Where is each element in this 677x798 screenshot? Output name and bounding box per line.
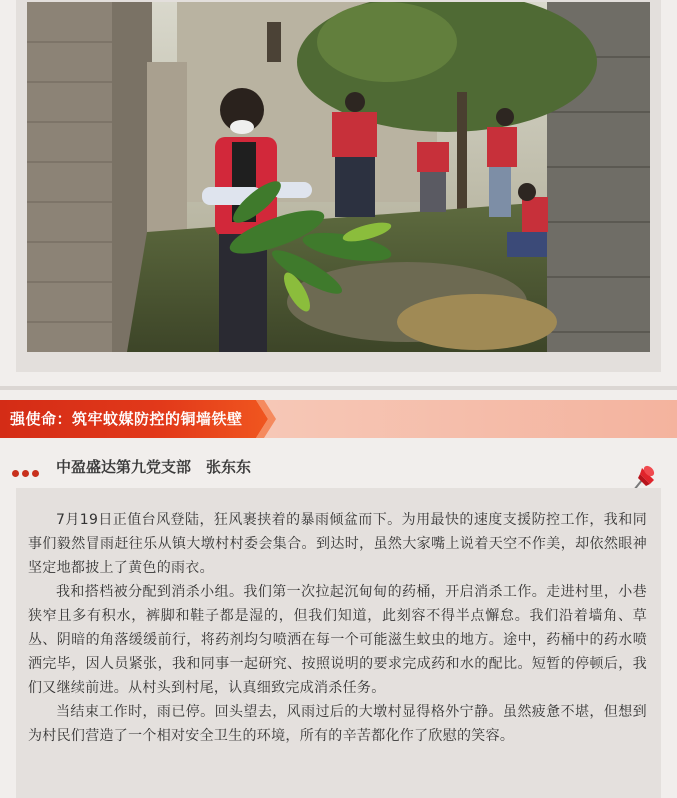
article-body (16, 508, 661, 748)
author-row (0, 452, 677, 482)
author-line: 中盈盛达第九党支部 张东东 (56, 458, 252, 476)
photo-card (16, 0, 661, 372)
section-divider (0, 386, 677, 390)
volunteers-photo (27, 2, 650, 352)
paragraph-3: 当结束工作时，雨已停。回头望去，风雨过后的大墩村显得格外宁静。虽然疲惫不堪，但想到为村民们营造了一个相对安全卫生的环境，所有的辛苦都化作了欣慰的笑容。 (28, 704, 647, 744)
section-banner (0, 400, 677, 438)
three-red-dots-icon (12, 462, 42, 472)
article-card (16, 488, 661, 798)
paragraph-2: 我和搭档被分配到消杀小组。我们第一次拉起沉甸甸的药桶，开启消杀工作。走进村里，小巷狭窄且多有积水，裤脚和鞋子都是湿的，但我们知道，此刻容不得半点懈怠。我们沿着墙角、草丛、阴暗的角落缓缓前行，将药剂均匀喷洒在每一个可能滋生蚊虫的地方。途中，药桶中的药水喷洒完毕，因人员紧张，我和同事一起研究、按照说明的要求完成药和水的配比。短暂的停顿后，我们又继续前进。从村头到村尾，认真细致完成消杀任务。 (28, 584, 647, 696)
section-title: 强使命：筑牢蚊媒防控的铜墙铁壁 (10, 410, 243, 428)
paragraph-1: 7月19日正值台风登陆，狂风裹挟着的暴雨倾盆而下。为用最快的速度支援防控工作，我和同事们毅然冒雨赶往乐从镇大墩村村委会集合。到达时，虽然大家嘴上说着天空不作美，却依然眼神坚定地都披上了黄色的雨衣。 (28, 512, 647, 576)
